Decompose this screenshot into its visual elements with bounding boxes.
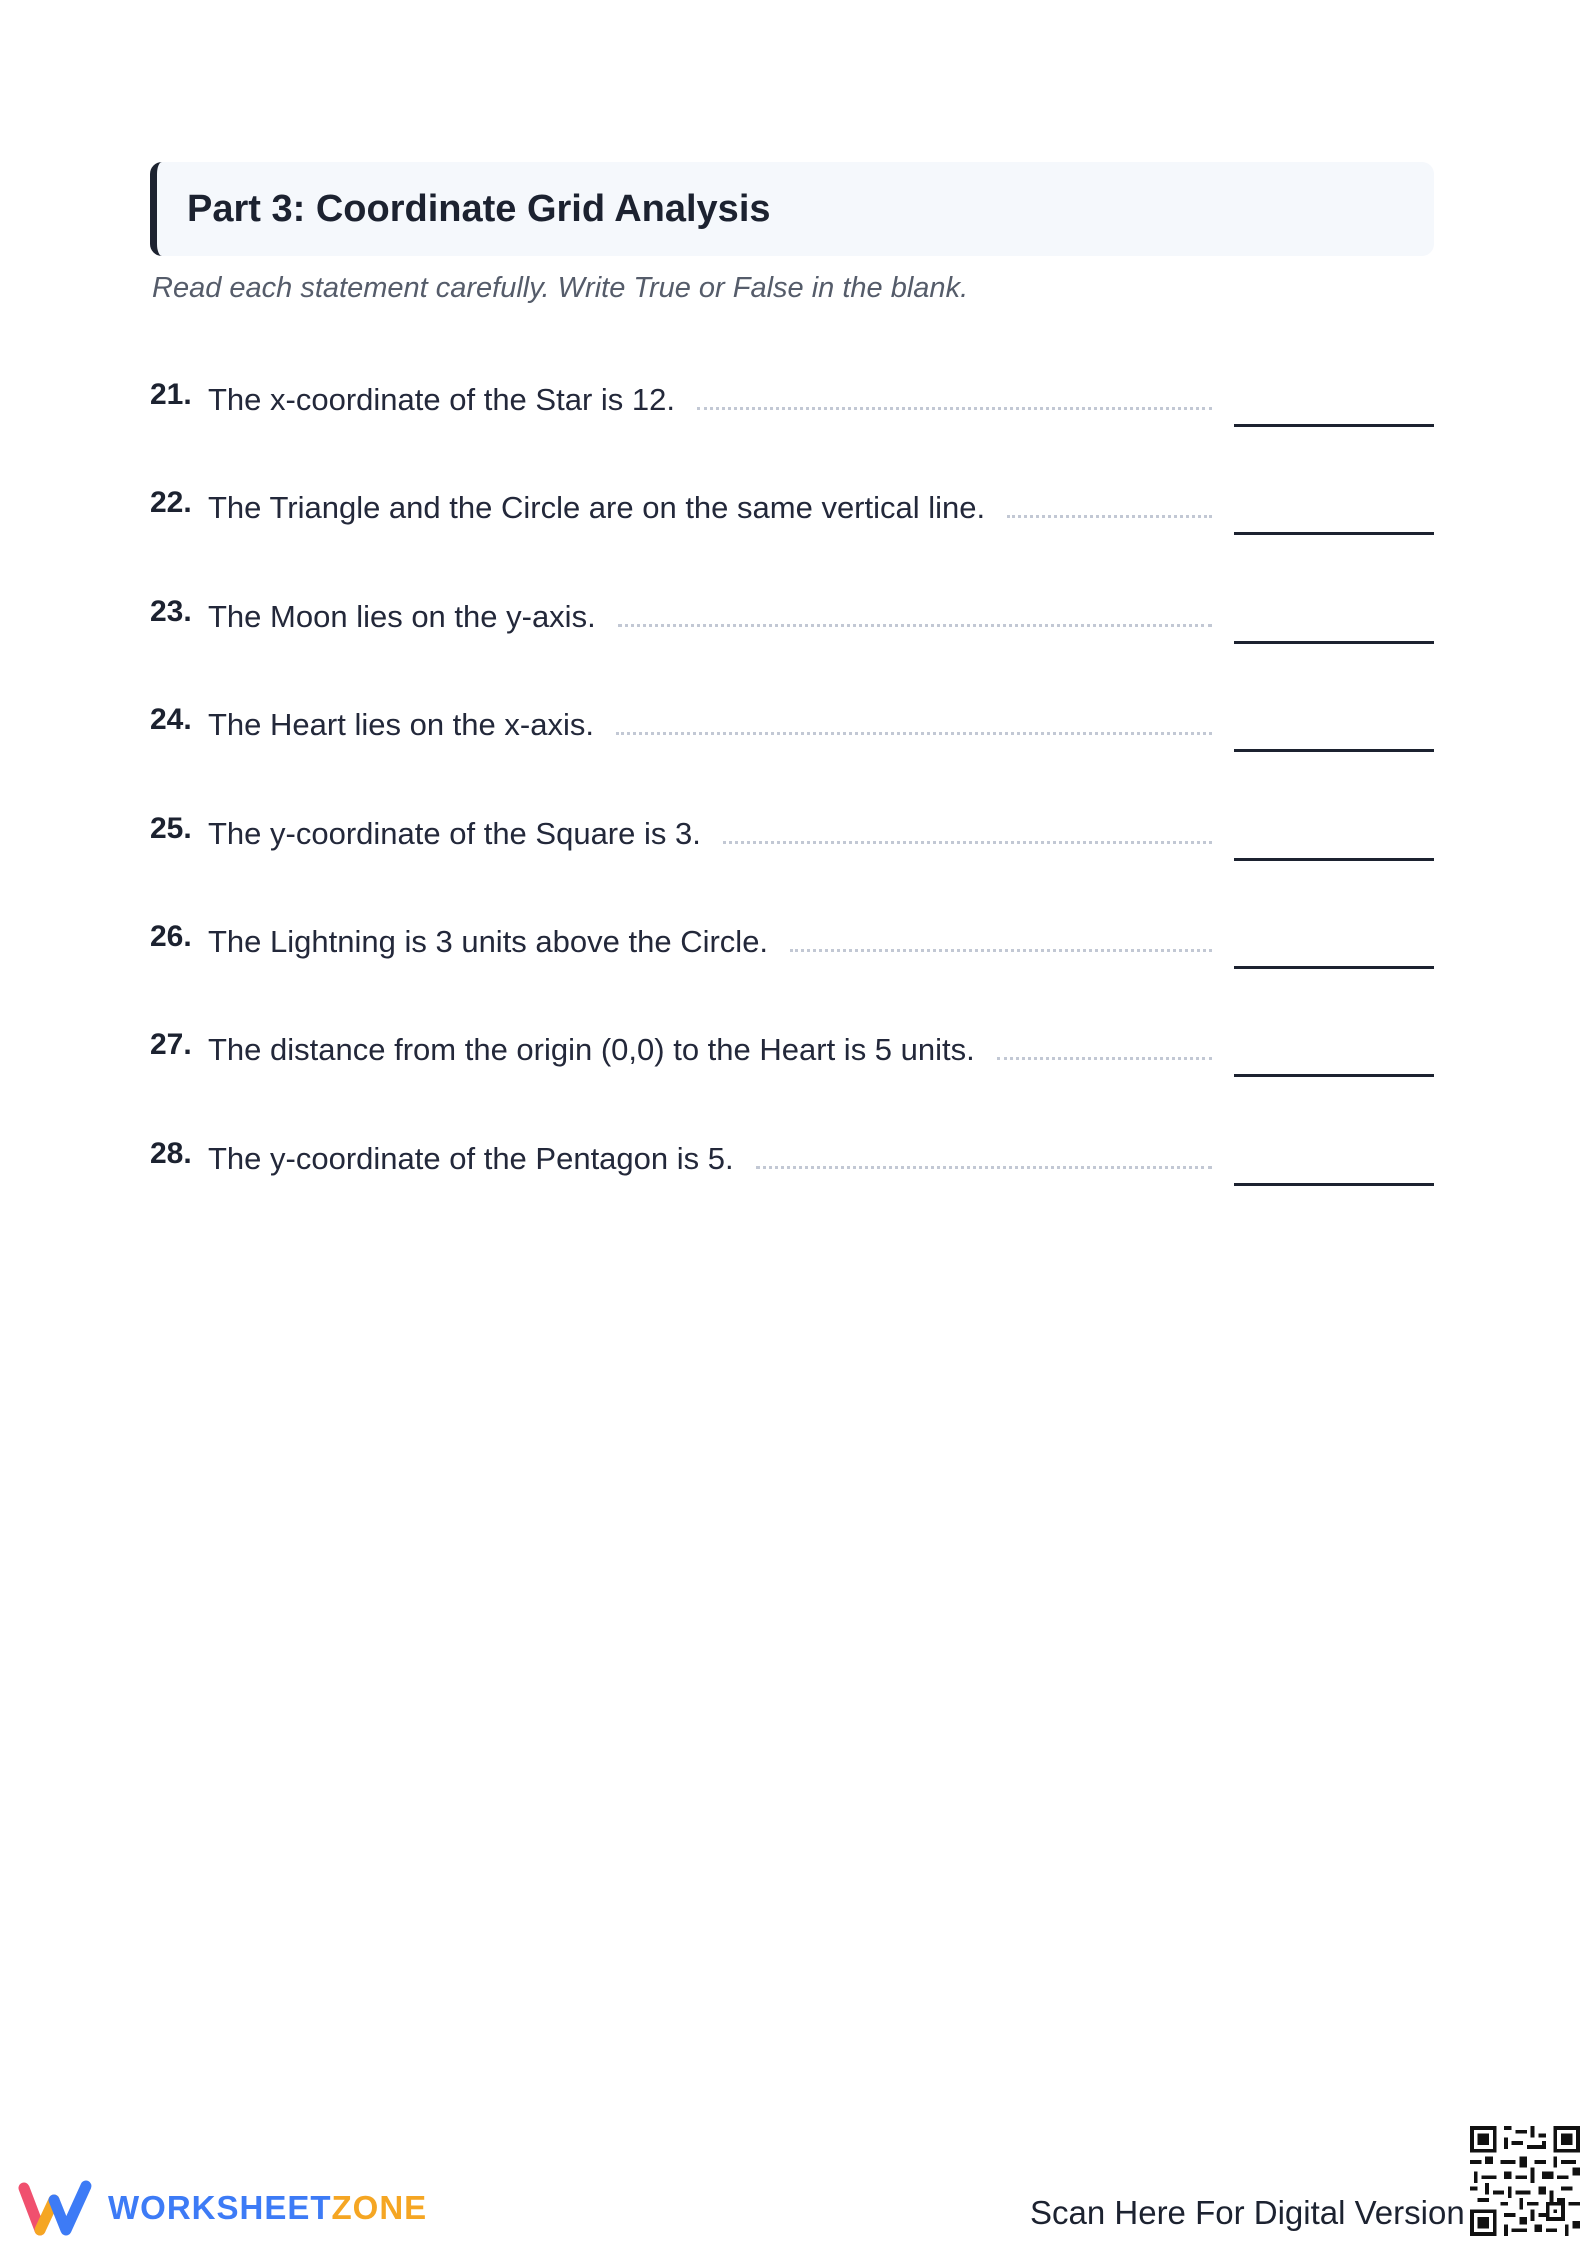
question-number: 24. <box>150 703 192 737</box>
question-text: The y-coordinate of the Square is 3. <box>208 815 701 851</box>
dotted-leader <box>723 841 1212 844</box>
question-text: The x-coordinate of the Star is 12. <box>208 382 675 417</box>
question-number: 23. <box>150 594 192 628</box>
brand-part-worksheet: WORKSHEET <box>108 2189 332 2226</box>
answer-blank[interactable] <box>1234 424 1434 427</box>
question-line <box>208 589 1212 637</box>
instructions: Read each statement carefully. Write True or False in the blank. <box>152 272 969 304</box>
scan-text: Scan Here For Digital Version <box>1030 2194 1465 2231</box>
answer-blank[interactable] <box>1234 749 1434 752</box>
question-item <box>150 589 1434 649</box>
dotted-leader <box>616 732 1212 735</box>
question-line <box>208 1022 1212 1070</box>
question-number: 26. <box>150 920 192 953</box>
question-item <box>150 914 1434 974</box>
question-item <box>150 372 1434 432</box>
answer-blank[interactable] <box>1234 1183 1434 1186</box>
question-number: 22. <box>150 486 192 520</box>
brand-name <box>108 2189 427 2227</box>
question-number: 28. <box>150 1136 192 1170</box>
dotted-leader <box>618 624 1212 627</box>
section-header <box>150 162 1434 256</box>
question-item <box>150 1131 1434 1191</box>
question-text: The Heart lies on the x-axis. <box>208 707 594 743</box>
question-line <box>208 372 1212 420</box>
brand-part-zone: ZONE <box>331 2189 428 2226</box>
answer-blank[interactable] <box>1234 1074 1434 1077</box>
question-item <box>150 480 1434 540</box>
question-item <box>150 1022 1434 1082</box>
question-text: The Lightning is 3 units above the Circle. <box>208 924 769 959</box>
worksheetzone-logo <box>18 2178 427 2238</box>
question-text: The Moon lies on the y-axis. <box>208 598 596 634</box>
answer-blank[interactable] <box>1234 966 1434 969</box>
dotted-leader <box>1007 515 1212 518</box>
question-number: 25. <box>150 811 192 845</box>
question-number: 27. <box>150 1028 192 1062</box>
answer-blank[interactable] <box>1234 532 1434 535</box>
question-text: The y-coordinate of the Pentagon is 5. <box>208 1140 734 1176</box>
question-text: The distance from the origin (0,0) to the Heart is 5 units. <box>208 1032 975 1068</box>
question-text: The Triangle and the Circle are on the same vertical line. <box>208 490 986 526</box>
question-line <box>208 806 1212 854</box>
qr-code-icon[interactable] <box>1470 2126 1580 2236</box>
question-number: 21. <box>150 378 192 411</box>
question-line <box>208 697 1212 745</box>
dotted-leader <box>790 949 1212 952</box>
answer-blank[interactable] <box>1234 858 1434 861</box>
question-item <box>150 806 1434 866</box>
worksheetzone-logo-icon <box>18 2178 94 2238</box>
question-item <box>150 697 1434 757</box>
dotted-leader <box>997 1057 1212 1060</box>
question-line <box>208 1131 1212 1179</box>
answer-blank[interactable] <box>1234 641 1434 644</box>
section-title: Part 3: Coordinate Grid Analysis <box>187 188 771 230</box>
question-line <box>208 480 1212 528</box>
dotted-leader <box>756 1166 1212 1169</box>
question-line <box>208 914 1212 962</box>
dotted-leader <box>697 407 1212 410</box>
